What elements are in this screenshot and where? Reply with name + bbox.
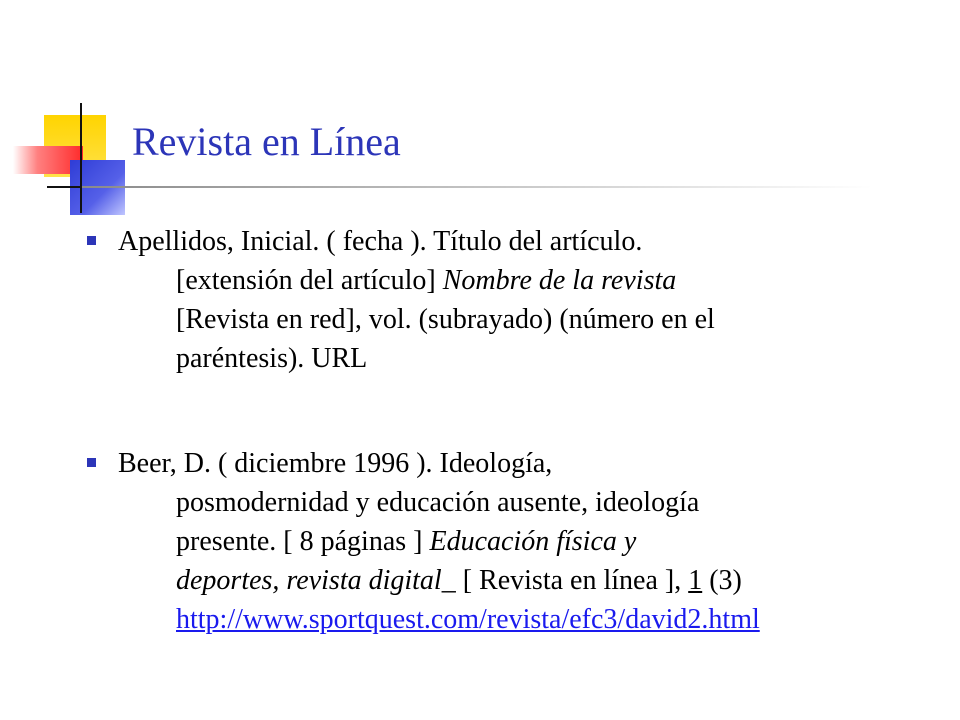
bullet-line: paréntesis). URL — [176, 343, 368, 374]
slide-title: Revista en Línea — [132, 119, 401, 164]
bullet-line — [118, 600, 948, 639]
bullet-line: [extensión del artículo] Nombre de la revista — [176, 265, 677, 296]
bullet-item-format — [118, 222, 948, 378]
bullet-line: posmodernidad y educación ausente, ideología — [176, 487, 700, 518]
bullet-line: [Revista en red], vol. (subrayado) (número en el — [176, 304, 715, 335]
square-bullet-icon — [87, 458, 96, 467]
bullet-line: Apellidos, Inicial. ( fecha ). Título del artículo. — [118, 226, 643, 257]
bullet-line: presente. [ 8 páginas ] Educación física y — [176, 526, 637, 557]
square-bullet-icon — [87, 236, 96, 245]
article-url-link[interactable]: http://www.sportquest.com/revista/efc3/david2.html — [176, 604, 760, 635]
bullet-line: Beer, D. ( diciembre 1996 ). Ideología, — [118, 448, 553, 479]
bullet-item-example — [118, 444, 948, 639]
decor-vertical-line — [80, 103, 82, 213]
bullet-line: deportes, revista digital_ [ Revista en línea ], 1 (3) — [176, 565, 742, 596]
title-underline-rule — [82, 186, 872, 188]
